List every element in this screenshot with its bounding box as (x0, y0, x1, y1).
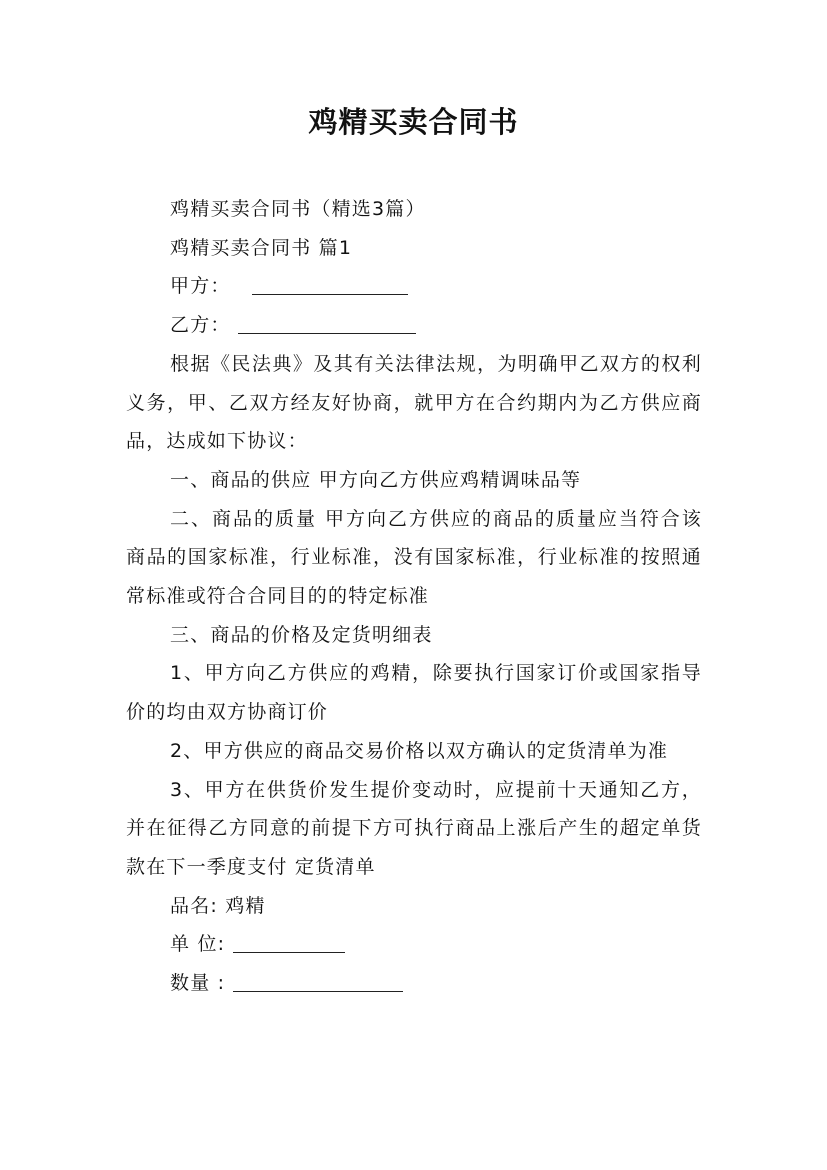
intro-paragraph: 根据《民法典》及其有关法律法规，为明确甲乙双方的权利义务，甲、乙双方经友好协商，就甲方在合约期内为乙方供应商品，达成如下协议： (126, 352, 702, 453)
party-b-blank-line (238, 311, 416, 334)
item-3-paragraph: 3、甲方在供货价发生提价变动时，应提前十天通知乙方，并在征得乙方同意的前提下方可执行商品上涨后产生的超定单货款在下一季度支付 定货清单 (126, 778, 702, 878)
document-body (126, 190, 702, 1003)
document-title: 鸡精买卖合同书 (308, 105, 519, 139)
party-a-blank-line (252, 272, 408, 295)
party-b-label: 乙方： (170, 314, 231, 337)
clause-2-paragraph: 二、商品的质量 甲方向乙方供应的商品的质量应当符合该商品的国家标准，行业标准，没有国家标准，行业标准的按照通常标准或符合合同目的的特定标准 (126, 507, 702, 608)
subtitle-paragraph: 鸡精买卖合同书（精选3篇） (170, 198, 426, 220)
item-1-paragraph: 1、甲方向乙方供应的鸡精，除要执行国家订价或国家指导价的均由双方协商订价 (126, 662, 702, 724)
quantity-blank-line (233, 969, 403, 992)
party-a-line (126, 267, 702, 306)
party-a-label: 甲方： (170, 275, 231, 298)
quantity-label: 数量 : (170, 972, 226, 995)
unit-line (126, 925, 702, 964)
product-name-line: 品名: 鸡精 (170, 894, 266, 917)
item-2-paragraph: 2、甲方供应的商品交易价格以双方确认的定货清单为准 (170, 739, 669, 762)
quantity-line (126, 964, 702, 1003)
clause-3-paragraph: 三、商品的价格及定货明细表 (170, 623, 433, 646)
clause-1-paragraph: 一、商品的供应 甲方向乙方供应鸡精调味品等 (170, 468, 582, 491)
section-heading: 鸡精买卖合同书 篇1 (170, 236, 353, 259)
unit-label: 单 位: (170, 933, 226, 956)
unit-blank-line (233, 930, 345, 953)
party-b-line (126, 306, 702, 345)
